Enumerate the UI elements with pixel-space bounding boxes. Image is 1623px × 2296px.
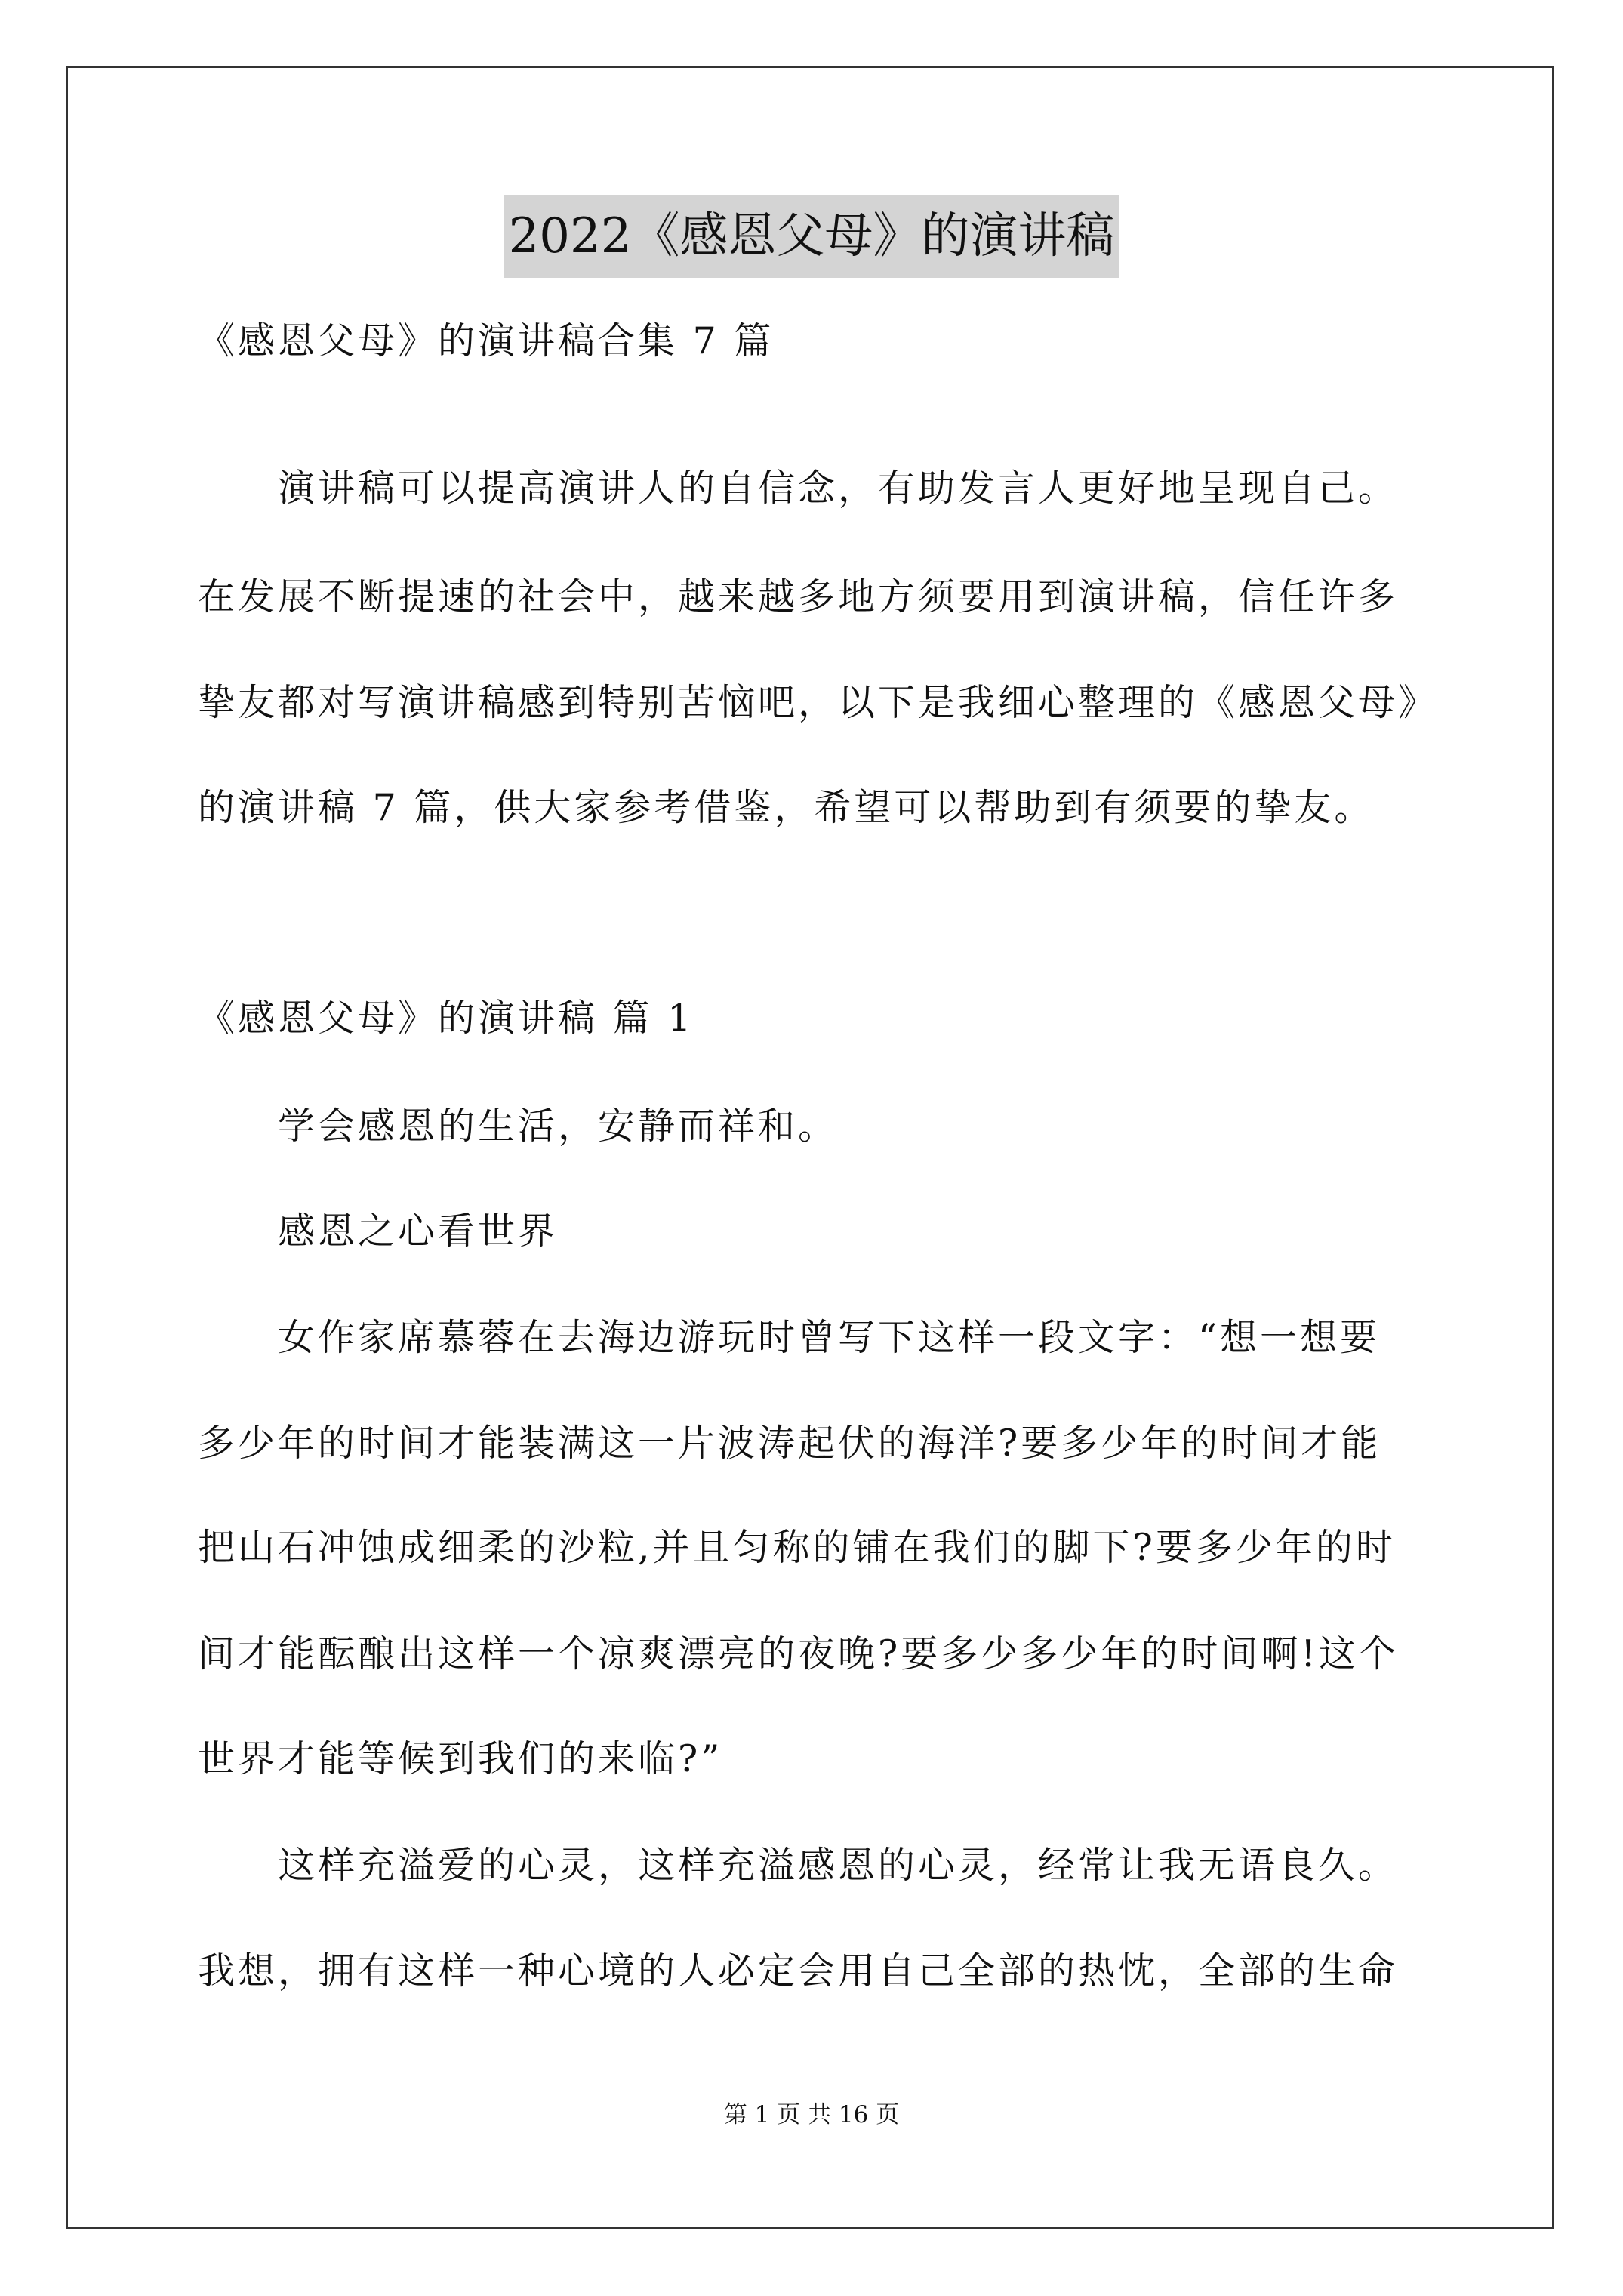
paragraph-line: 的演讲稿 7 篇，供大家参考借鉴，希望可以帮助到有须要的挚友。: [198, 786, 1375, 829]
paragraph-line: 把山石冲蚀成细柔的沙粒,并且匀称的铺在我们的脚下?要多少年的时: [198, 1526, 1396, 1569]
section-heading: 《感恩父母》的演讲稿 篇 1: [198, 997, 694, 1040]
paragraph-line: 女作家席慕蓉在去海边游玩时曾写下这样一段文字：“想一想要: [278, 1316, 1381, 1359]
paragraph-line: 演讲稿可以提高演讲人的自信念，有助发言人更好地呈现自己。: [278, 467, 1399, 510]
paragraph-line: 在发展不断提速的社会中，越来越多地方须要用到演讲稿，信任许多: [198, 575, 1399, 618]
paragraph-line: 这样充溢爱的心灵，这样充溢感恩的心灵，经常让我无语良久。: [278, 1844, 1399, 1887]
page-footer: 第 1 页 共 16 页: [723, 2101, 900, 2128]
paragraph-line: 间才能酝酿出这样一个凉爽漂亮的夜晚?要多少多少年的时间啊!这个: [198, 1632, 1399, 1675]
subtitle-line: 《感恩父母》的演讲稿合集 7 篇: [198, 319, 775, 362]
document-title-text: 2022《感恩父母》的演讲稿: [504, 195, 1119, 278]
paragraph-line: 学会感恩的生活，安静而祥和。: [278, 1105, 839, 1148]
paragraph-line: 世界才能等候到我们的来临?”: [198, 1737, 723, 1780]
paragraph-line: 挚友都对写演讲稿感到特别苦恼吧，以下是我细心整理的《感恩父母》: [198, 681, 1439, 724]
document-title: [0, 195, 1623, 278]
paragraph-line: 感恩之心看世界: [278, 1210, 559, 1253]
paragraph-line: 多少年的时间才能装满这一片波涛起伏的海洋?要多少年的时间才能: [198, 1422, 1381, 1465]
paragraph-line: 我想，拥有这样一种心境的人必定会用自己全部的热忱，全部的生命: [198, 1949, 1399, 1992]
